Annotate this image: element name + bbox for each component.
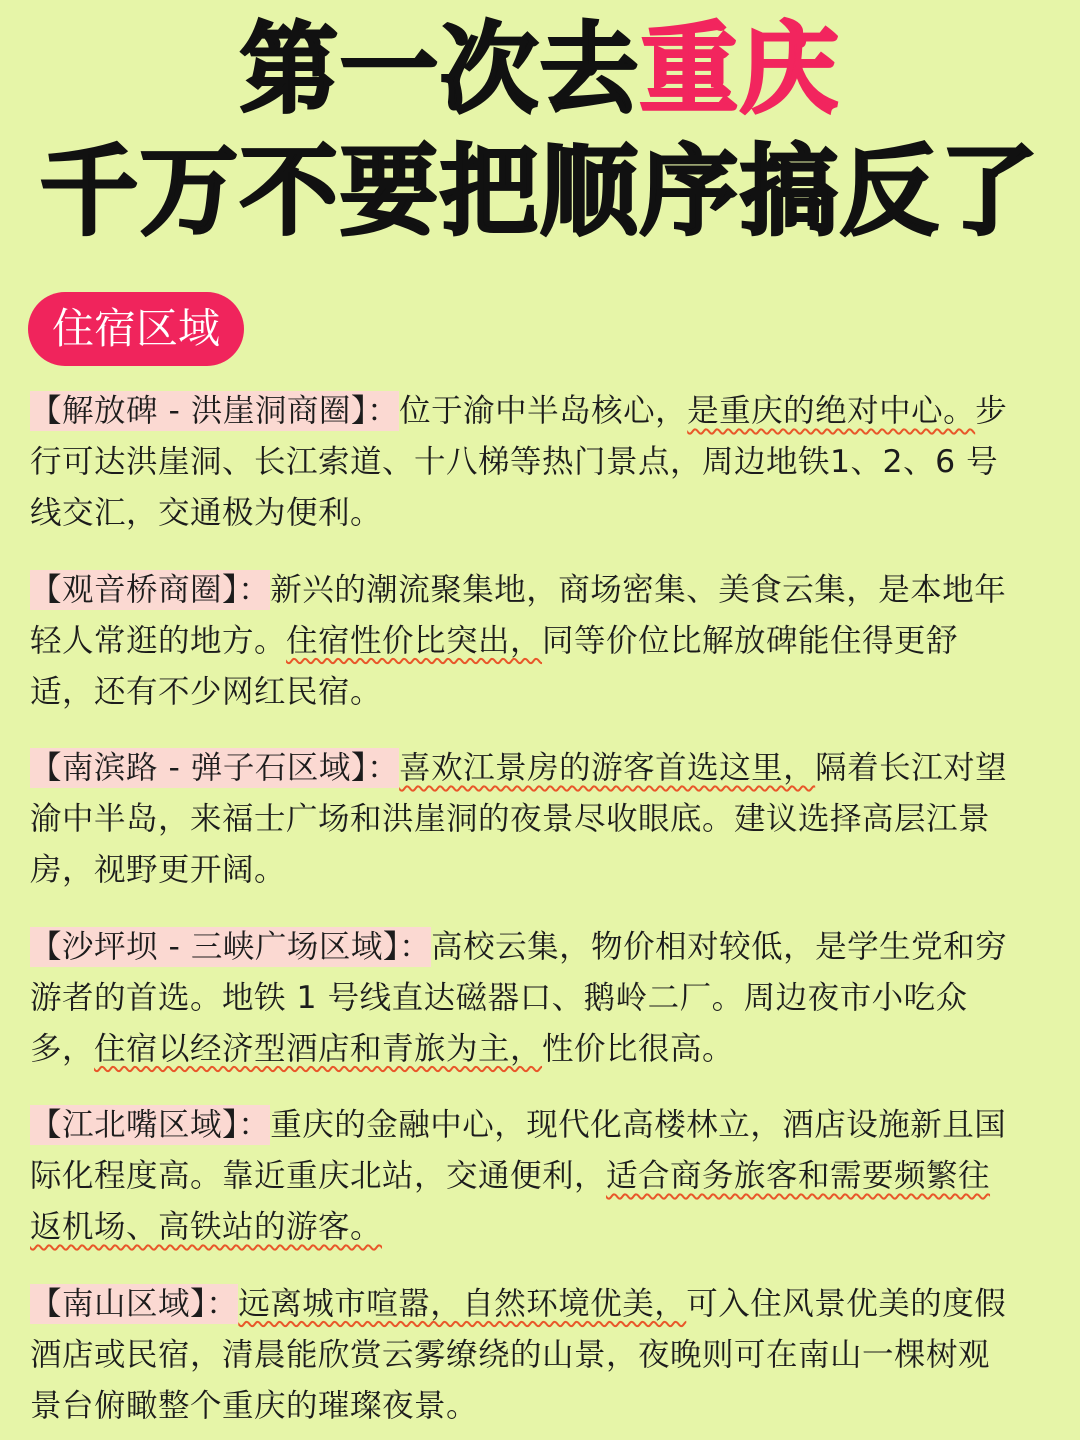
- area-text: 可入住风景优美的度假酒店或民宿，清晨能欣赏云雾缭绕的山景，夜晚则可在南山一棵树观景台俯瞰整个重庆的璀璨夜景。: [30, 1285, 1007, 1424]
- area-text: 性价比很高。: [542, 1030, 735, 1067]
- area-tag: 【沙坪坝 - 三峡广场区域】：: [30, 928, 432, 965]
- area-text: 隔着长江对望渝中半岛，来福士广场和洪崖洞的夜景尽收眼底。建议选择高层江景房，视野更开阔。: [30, 750, 1008, 888]
- area-tag: 【解放碑 - 洪崖洞商圈】：: [30, 393, 400, 429]
- area-highlight: 是重庆的绝对中心。: [687, 393, 976, 429]
- area-text: 新兴的潮流聚集地，商场密集、美食云集，是本地年轻人常逛的地方。: [30, 571, 1007, 659]
- area-highlight: 住宿以经济型酒店和青旅为主，: [94, 1030, 543, 1067]
- title-prefix: 第一次去: [239, 13, 640, 127]
- area-text: 高校云集，物价相对较低，是学生党和穷游者的首选。地铁 1 号线直达磁器口、鹅岭二厂。周边夜市小吃众多，: [30, 928, 1008, 1067]
- area-tag: 【南滨路 - 弹子石区域】：: [30, 750, 400, 786]
- area-highlight: 适合商务旅客和需要频繁往返机场、高铁站的游客。: [30, 1158, 991, 1245]
- area-text: 步行可达洪崖洞、长江索道、十八梯等热门景点，周边地铁1、2、6 号线交汇，交通极为便利。: [30, 393, 1008, 531]
- area-tag: 【江北嘴区域】：: [30, 1107, 271, 1143]
- area-item-guanyinqiao: [30, 565, 1010, 718]
- area-highlight: 喜欢江景房的游客首选这里，: [399, 750, 816, 786]
- area-text: 位于渝中半岛核心，: [399, 393, 688, 429]
- area-item-shapingba: [30, 922, 1010, 1075]
- area-text: 同等价位比解放碑能住得更舒适，还有不少网红民宿。: [30, 622, 959, 710]
- area-item-nanbinlu: [30, 743, 1010, 896]
- page-title-line2: 千万不要把顺序搞反了: [39, 135, 1040, 249]
- section-badge: 住宿区域: [28, 292, 244, 366]
- page-title-line1: [0, 10, 1080, 130]
- area-tag: 【观音桥商圈】：: [30, 571, 271, 608]
- area-item-jiangbeizui: [30, 1100, 1010, 1253]
- area-tag: 【南山区域】：: [30, 1285, 239, 1322]
- content-body: [30, 386, 1010, 1432]
- area-highlight: 远离城市喧嚣，自然环境优美，: [238, 1285, 687, 1322]
- area-item-jiefangbei: [30, 386, 1010, 539]
- area-item-nanshan: [30, 1279, 1010, 1432]
- area-text: 重庆的金融中心，现代化高楼林立，酒店设施新且国际化程度高。靠近重庆北站，交通便利，: [30, 1107, 1007, 1194]
- title-accent: 重庆: [640, 13, 841, 127]
- area-highlight: 住宿性价比突出，: [286, 622, 543, 659]
